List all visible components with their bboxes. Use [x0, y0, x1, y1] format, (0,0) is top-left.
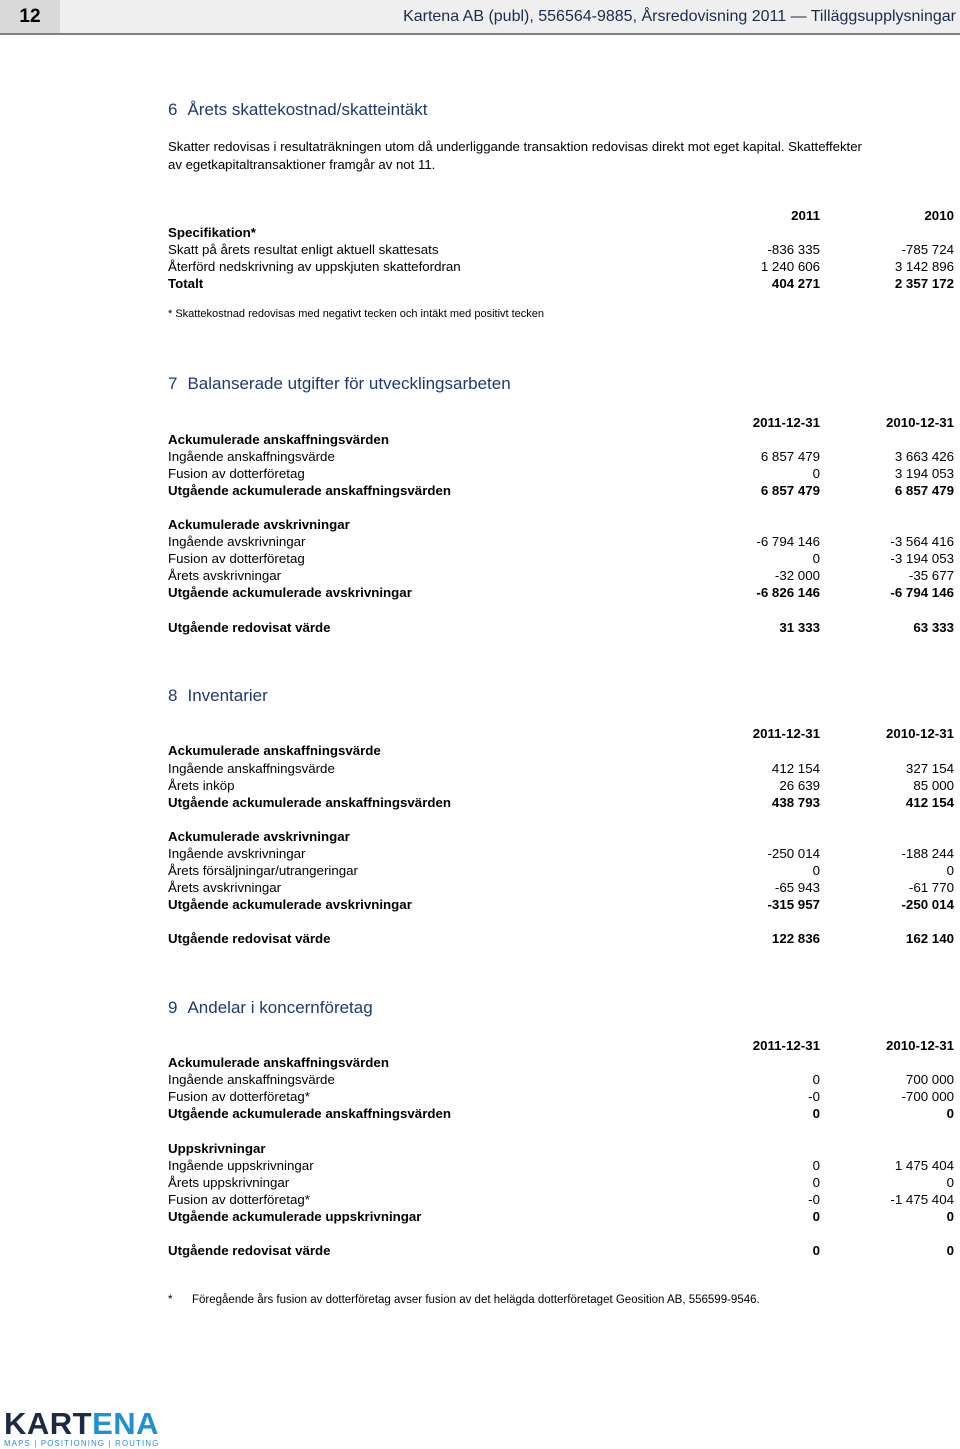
row-value-2: 1 475 404: [894, 1158, 954, 1173]
row-label: Utgående redovisat värde: [168, 620, 331, 635]
row-value-2: 3 194 053: [894, 466, 954, 481]
row-value-2: -3 564 416: [890, 534, 954, 549]
table-row-result: [168, 619, 954, 636]
column-header-date-2: 2010-12-31: [885, 415, 954, 430]
logo-tagline: MAPS | POSITIONING | ROUTING: [4, 1439, 160, 1448]
note-7-title: [168, 374, 511, 394]
table-row: [168, 241, 954, 258]
table-row: [168, 567, 954, 584]
column-header-date-1: 2011-12-31: [752, 1038, 820, 1053]
table-row-subtotal: [168, 1208, 954, 1225]
row-label: Utgående ackumulerade uppskrivningar: [168, 1209, 422, 1224]
row-label: Utgående ackumulerade avskrivningar: [168, 897, 412, 912]
row-value-1: 0: [812, 863, 820, 878]
row-value-1: 31 333: [779, 620, 820, 635]
row-value-2: 412 154: [905, 795, 954, 810]
row-value-1: 0: [812, 1209, 820, 1224]
row-value-1: 122 836: [771, 931, 820, 946]
row-value-2: 63 333: [913, 620, 954, 635]
table-row-result: [168, 930, 954, 947]
note-8-title-text: Inventarier: [187, 686, 268, 705]
row-label: Fusion av dotterföretag*: [168, 1089, 310, 1104]
note-6-paragraph: [168, 138, 958, 174]
row-label: Fusion av dotterföretag: [168, 551, 305, 566]
footnote-marker: *: [168, 1294, 173, 1306]
table-row-subtotal: [168, 584, 954, 601]
note-7-number: 7: [168, 374, 178, 393]
row-label: Ingående anskaffningsvärde: [168, 1072, 335, 1087]
row-value-2: -700 000: [901, 1089, 954, 1104]
note-9-column-headers: [168, 1037, 954, 1054]
group-heading-label: Ackumulerade anskaffningsvärden: [168, 432, 389, 447]
row-label: Ingående avskrivningar: [168, 846, 306, 861]
group-heading: [168, 431, 954, 448]
group-heading: [168, 1054, 954, 1071]
row-value-1: 0: [812, 1072, 820, 1087]
row-value-2: 3 142 896: [894, 259, 954, 274]
row-value-1: 0: [812, 1175, 820, 1190]
note-9-title-text: Andelar i koncernföretag: [187, 998, 373, 1017]
kartena-logo: [4, 1406, 172, 1448]
row-value-1: 0: [812, 1106, 820, 1121]
note-7-column-headers: [168, 414, 954, 431]
row-value-1: -836 335: [767, 242, 820, 257]
table-row-subtotal: [168, 1105, 954, 1122]
row-value-2: -3 194 053: [890, 551, 954, 566]
row-label: Utgående ackumulerade avskrivningar: [168, 585, 412, 600]
column-header-year-1: 2011: [791, 208, 820, 223]
column-header-date-2: 2010-12-31: [885, 1038, 954, 1053]
table-row: [168, 465, 954, 482]
row-value-1: 412 154: [771, 761, 820, 776]
note-6-title-text: Årets skattekostnad/skatteintäkt: [187, 100, 428, 119]
note-6-column-headers: [168, 207, 954, 224]
row-value-2: -6 794 146: [890, 585, 954, 600]
logo-word-main: KART: [4, 1406, 93, 1441]
row-value-2: -188 244: [901, 846, 954, 861]
row-value-2: 85 000: [913, 778, 954, 793]
table-row-result: [168, 1242, 954, 1259]
note-6-spec-heading: [168, 224, 954, 241]
row-value-2: 0: [946, 1106, 954, 1121]
row-value-2: 3 663 426: [894, 449, 954, 464]
row-label: Skatt på årets resultat enligt aktuell skattesats: [168, 242, 439, 257]
table-row-subtotal: [168, 794, 954, 811]
note-9-footnote: [168, 1294, 760, 1306]
row-label: Fusion av dotterföretag: [168, 466, 305, 481]
row-label: Utgående ackumulerade anskaffningsvärden: [168, 1106, 452, 1121]
note-6-number: 6: [168, 100, 178, 119]
table-row: [168, 1071, 954, 1088]
row-value-1: -250 014: [767, 846, 820, 861]
note-9-number: 9: [168, 998, 178, 1017]
row-value-2: -785 724: [901, 242, 954, 257]
row-label: Årets avskrivningar: [168, 568, 282, 583]
note-7-title-text: Balanserade utgifter för utvecklingsarbeten: [187, 374, 511, 393]
row-value-2: -250 014: [901, 897, 954, 912]
row-value-1: 26 639: [779, 778, 820, 793]
table-row: [168, 845, 954, 862]
row-value-1: 0: [812, 1158, 820, 1173]
row-value-2: -35 677: [908, 568, 954, 583]
spec-heading: Specifikation*: [168, 225, 256, 240]
logo-word-accent: ENA: [92, 1406, 160, 1441]
table-row-subtotal: [168, 482, 954, 499]
row-label: Ingående uppskrivningar: [168, 1158, 314, 1173]
row-label: Utgående ackumulerade anskaffningsvärden: [168, 483, 452, 498]
group-heading: [168, 742, 954, 759]
row-label: Utgående redovisat värde: [168, 1243, 331, 1258]
row-value-1: 6 857 479: [760, 449, 820, 464]
row-value-2: -1 475 404: [890, 1192, 954, 1207]
group-heading: [168, 828, 954, 845]
row-label: Årets inköp: [168, 778, 235, 793]
table-row: [168, 879, 954, 896]
table-row: [168, 448, 954, 465]
row-value-1: -0: [808, 1089, 820, 1104]
table-row: [168, 1191, 954, 1208]
group-heading-label: Ackumulerade anskaffningsvärde: [168, 743, 381, 758]
row-value-1: -0: [808, 1192, 820, 1207]
row-value-2: 162 140: [905, 931, 954, 946]
row-label: Utgående redovisat värde: [168, 931, 331, 946]
table-row: [168, 258, 954, 275]
table-row-subtotal: [168, 896, 954, 913]
row-value-2: 327 154: [905, 761, 954, 776]
table-row-total: [168, 275, 954, 292]
row-value-2: 700 000: [905, 1072, 954, 1087]
table-row: [168, 760, 954, 777]
row-value-1: 0: [812, 466, 820, 481]
note-8-title: [168, 686, 268, 706]
note-8-column-headers: [168, 725, 954, 742]
note-8-number: 8: [168, 686, 178, 705]
note-6-title: [168, 100, 427, 120]
row-label: Ingående anskaffningsvärde: [168, 761, 335, 776]
row-value-2: 6 857 479: [894, 483, 954, 498]
column-header-date-1: 2011-12-31: [752, 415, 820, 430]
page-number: 12: [0, 0, 60, 33]
row-value-2: -61 770: [908, 880, 954, 895]
group-heading: [168, 1140, 954, 1157]
row-label: Utgående ackumulerade anskaffningsvärden: [168, 795, 452, 810]
row-value-1: -6 826 146: [756, 585, 820, 600]
row-label: Ingående avskrivningar: [168, 534, 306, 549]
note-6-remark: * Skattekostnad redovisas med negativt tecken och intäkt med positivt tecken: [168, 308, 545, 320]
note-6-paragraph-line-1: Skatter redovisas i resultaträkningen utom då underliggande transaktion redovisas direkt mot eget kapital. Skatteffekter: [168, 139, 862, 154]
row-value-1: 1 240 606: [760, 259, 820, 274]
row-value-2: 0: [946, 1209, 954, 1224]
row-value-2: 0: [946, 863, 954, 878]
note-9-title: [168, 998, 373, 1018]
logo-wordmark: [4, 1406, 172, 1441]
page-header: [0, 0, 960, 35]
row-label: Återförd nedskrivning av uppskjuten skattefordran: [168, 259, 461, 274]
table-row: [168, 1157, 954, 1174]
row-value-1: 404 271: [771, 276, 820, 291]
row-value-2: 0: [946, 1243, 954, 1258]
row-label: Årets uppskrivningar: [168, 1175, 290, 1190]
row-value-1: 0: [812, 1243, 820, 1258]
row-value-1: 0: [812, 551, 820, 566]
table-row: [168, 777, 954, 794]
table-row: [168, 533, 954, 550]
group-heading-label: Uppskrivningar: [168, 1141, 266, 1156]
row-value-2: 0: [946, 1175, 954, 1190]
row-value-1: 438 793: [771, 795, 820, 810]
row-value-1: -6 794 146: [756, 534, 820, 549]
row-value-1: -315 957: [767, 897, 820, 912]
row-label: Totalt: [168, 276, 204, 291]
row-label: Ingående anskaffningsvärde: [168, 449, 335, 464]
table-row: [168, 862, 954, 879]
table-row: [168, 550, 954, 567]
column-header-year-2: 2010: [924, 208, 954, 223]
table-row: [168, 1088, 954, 1105]
row-label: Fusion av dotterföretag*: [168, 1192, 310, 1207]
column-header-date-2: 2010-12-31: [885, 726, 954, 741]
group-heading: [168, 516, 954, 533]
group-heading-label: Ackumulerade avskrivningar: [168, 517, 350, 532]
row-value-1: -65 943: [774, 880, 820, 895]
column-header-date-1: 2011-12-31: [752, 726, 820, 741]
row-value-2: 2 357 172: [894, 276, 954, 291]
row-label: Årets försäljningar/utrangeringar: [168, 863, 358, 878]
group-heading-label: Ackumulerade anskaffningsvärden: [168, 1055, 389, 1070]
table-row: [168, 1174, 954, 1191]
group-heading-label: Ackumulerade avskrivningar: [168, 829, 350, 844]
footnote-text: Föregående års fusion av dotterföretag avser fusion av det helägda dotterföretaget Geosition AB, 556599-9546.: [192, 1294, 760, 1306]
header-title: Kartena AB (publ), 556564-9885, Årsredovisning 2011 — Tilläggsupplysningar: [403, 8, 956, 25]
row-value-1: -32 000: [774, 568, 820, 583]
note-6-paragraph-line-2: av egetkapitaltransaktioner framgår av not 11.: [168, 157, 436, 172]
row-label: Årets avskrivningar: [168, 880, 282, 895]
row-value-1: 6 857 479: [760, 483, 820, 498]
